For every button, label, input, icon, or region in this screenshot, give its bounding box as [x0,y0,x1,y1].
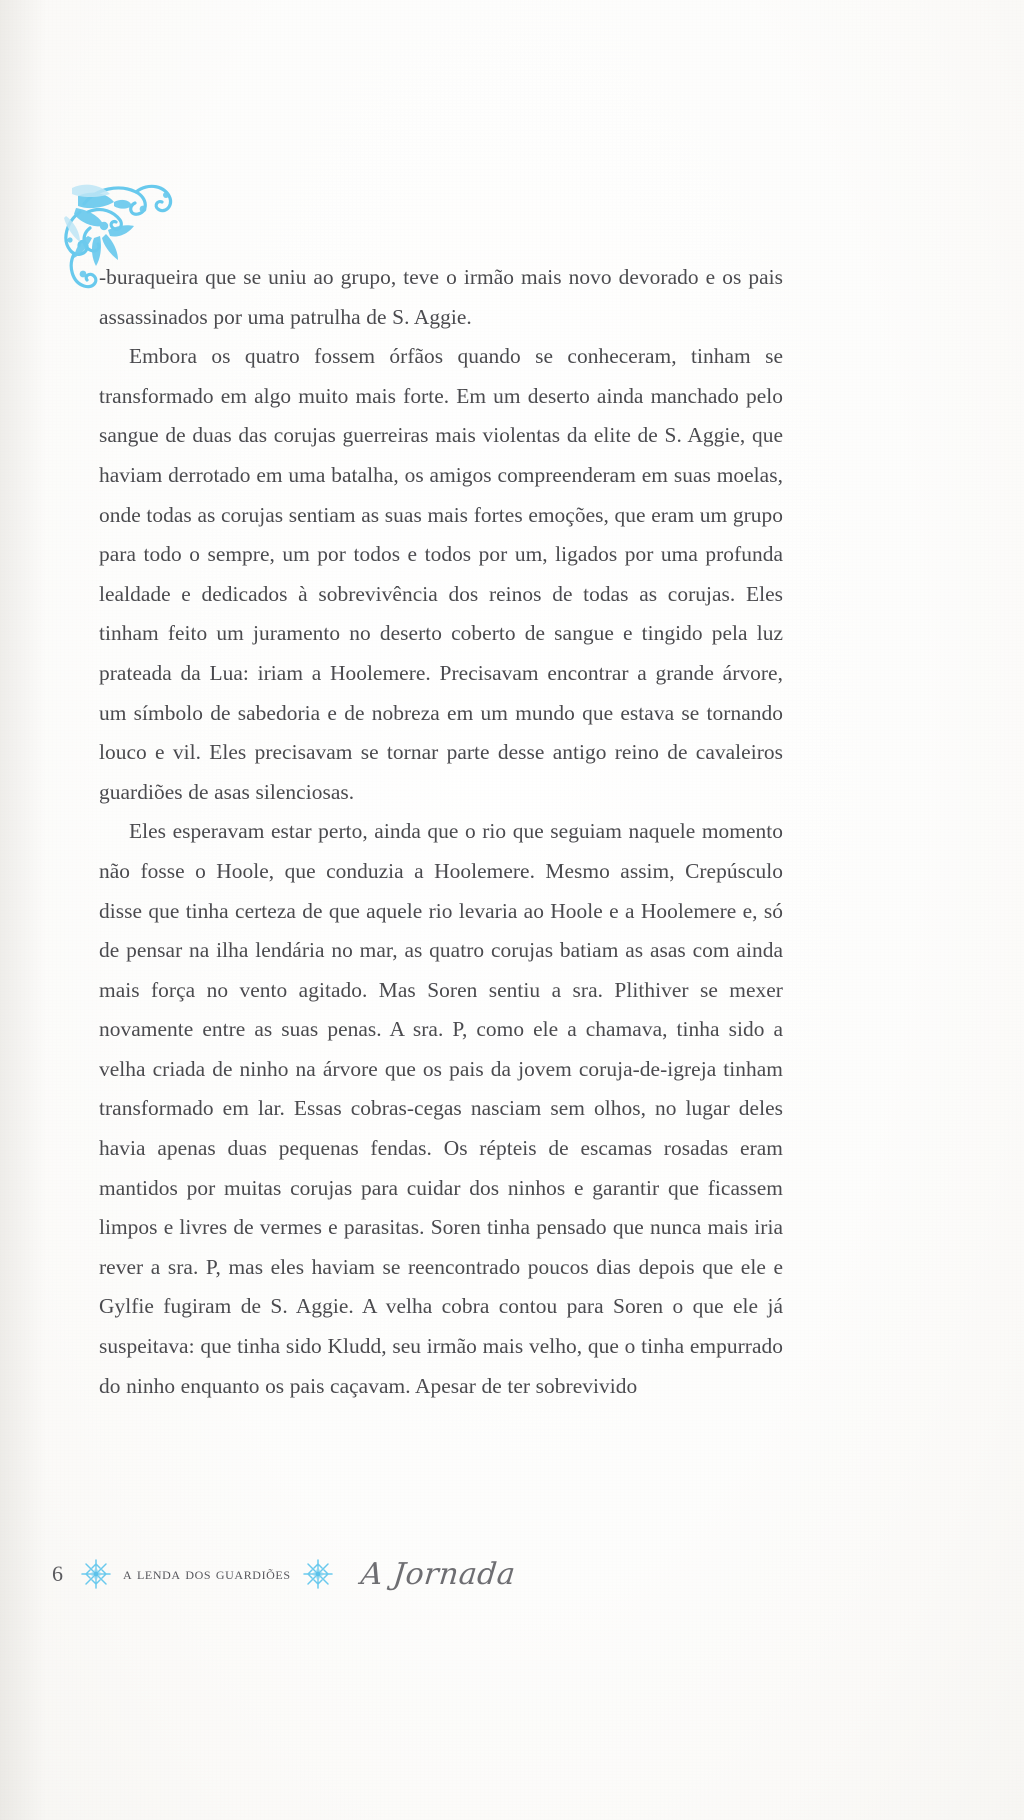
page-number: 6 [52,1561,63,1586]
paragraph: -buraqueira que se uniu ao grupo, teve o irmão mais novo devorado e os pais assassinados por uma patrulha de S. Aggie. [99,265,783,329]
body-text [99,258,783,1406]
page-footer [52,1552,572,1596]
paragraph: Embora os quatro fossem órfãos quando se conheceram, tinham se transformado em algo muito mais forte. Em um deserto ainda manchado pelo sangue de duas das corujas guerreiras mais violentas da elite de S. Aggie, que haviam derrotado em uma batalha, os amigos compreenderam em suas moelas, onde todas as corujas sentiam as suas mais fortes emoções, que eram um grupo para todo o sempre, um por todos e todos por um, ligados por uma profunda lealdade e dedicados à sobrevivência dos reinos de todas as corujas. Eles tinham feito um juramento no deserto coberto de sangue e tingido pela luz prateada da Lua: iriam a Hoolemere. Precisavam encontrar a grande árvore, um símbolo de sabedoria e de nobreza em um mundo que estava se tornando louco e vil. Eles precisavam se tornar parte desse antigo reino de cavaleiros guardiões de asas silenciosas. [99,344,783,804]
paragraph: Eles esperavam estar perto, ainda que o rio que seguiam naquele momento não fosse o Hoole, que conduzia a Hoolemere. Mesmo assim, Crepúsculo disse que tinha certeza de que aquele rio levaria ao Hoole e a Hoolemere e, só de pensar na ilha lendária no mar, as quatro corujas batiam as asas com ainda mais força no vento agitado. Mas Soren sentiu a sra. Plithiver se mexer novamente entre as suas penas. A sra. P, como ele a chamava, tinha sido a velha criada de ninho na árvore que os pais da jovem coruja-de-igreja tinham transformado em lar. Essas cobras-cegas nasciam sem olhos, no lugar deles havia apenas duas pequenas fendas. Os répteis de escamas rosadas eram mantidos por muitas corujas para cuidar dos ninhos e garantir que ficassem limpos e livres de vermes e parasitas. Soren tinha pensado que nunca mais iria rever a sra. P, mas eles haviam se reencontrado poucos dias depois que ele e Gylfie fugiram de S. Aggie. A velha cobra contou para Soren o que ele já suspeitava: que tinha sido Kludd, seu irmão mais velho, que o tinha empurrado do ninho enquanto os pais caçavam. Apesar de ter sobrevivido [99,819,783,1398]
running-book-title: a lenda dos guardiões [123,1564,291,1583]
running-part-title: A Jornada [358,1556,517,1592]
snowflake-star-icon [301,1557,335,1591]
page-gutter-shadow [0,0,46,1820]
snowflake-star-icon [79,1557,113,1591]
